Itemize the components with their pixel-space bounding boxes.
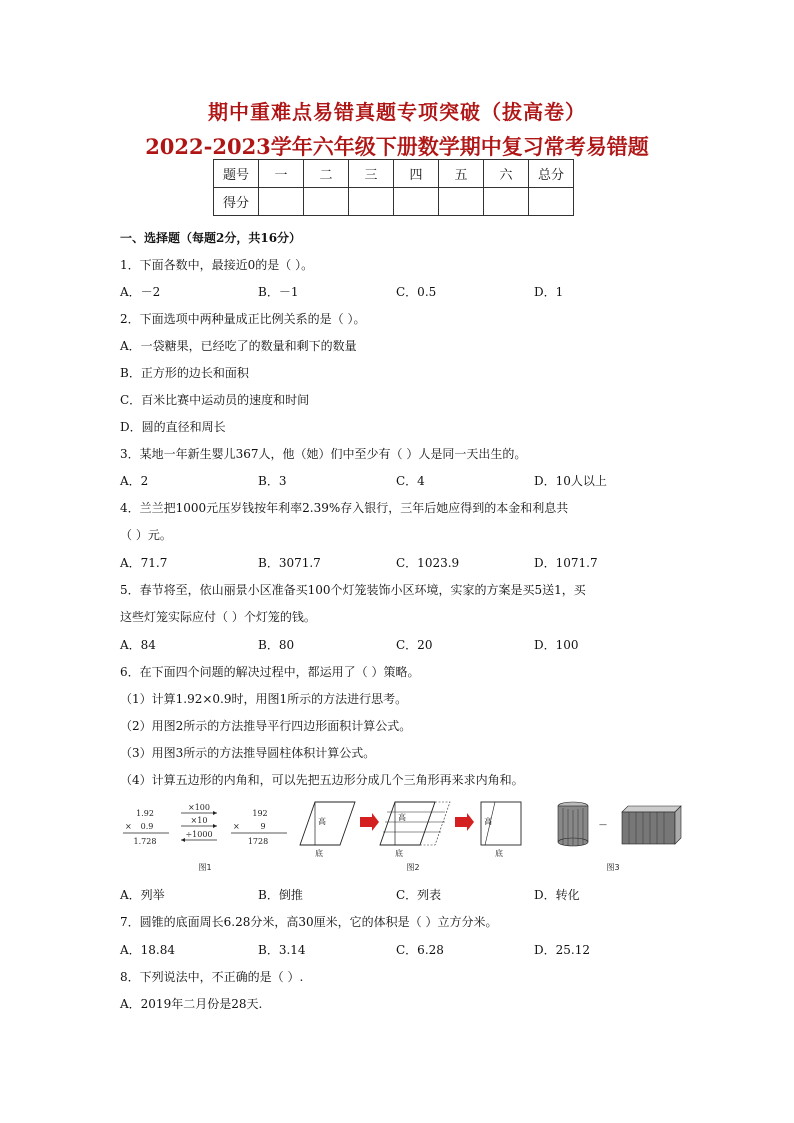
- figures-svg: [115, 800, 695, 875]
- question-2-option-a[interactable]: A．一袋糖果，已经吃了的数量和剩下的数量: [120, 339, 357, 353]
- question-2-stem: 2．下面选项中两种量成正比例关系的是（ ）。: [120, 312, 366, 326]
- header-cell: 四: [394, 160, 439, 188]
- fig1-mul10: ×10: [190, 816, 208, 825]
- red-arrow-icon: [360, 813, 379, 831]
- question-6-stem: 6．在下面四个问题的解决过程中，都运用了（ ）策略。: [120, 665, 420, 679]
- question-5-options: [120, 636, 720, 654]
- question-6-sub-4: （4）计算五边形的内角和，可以先把五边形分成几个三角形再来求内角和。: [120, 773, 524, 787]
- fig1-caption: 图1: [198, 863, 212, 872]
- score-cell[interactable]: [394, 188, 439, 216]
- option-c[interactable]: C．1023.9: [396, 556, 460, 570]
- question-2-option-b[interactable]: B．正方形的边长和面积: [120, 366, 249, 380]
- question-6-options: [120, 886, 720, 904]
- fig1-mul100: ×100: [188, 803, 210, 812]
- figure-1: [123, 803, 287, 872]
- question-4-stem-cont: （ ）元。: [120, 528, 172, 542]
- fig2-parallelogram-cut: [380, 802, 435, 845]
- option-b[interactable]: B．3.14: [258, 943, 306, 957]
- option-d[interactable]: D．25.12: [534, 943, 590, 957]
- question-6-sub-2: （2）用图2所示的方法推导平行四边形面积计算公式。: [120, 719, 412, 733]
- question-5-stem: 5．春节将至，依山丽景小区准备买100个灯笼装饰小区环境，实家的方案是买5送1，买: [120, 583, 586, 597]
- option-b[interactable]: B．－1: [258, 285, 299, 299]
- fig2-base-label-2: 底: [395, 849, 403, 858]
- cuboid-side: [675, 806, 681, 844]
- question-4-stem: 4．兰兰把1000元压岁钱按年利率2.39%存入银行，三年后她应得到的本金和利息共: [120, 501, 569, 515]
- score-cell[interactable]: [259, 188, 304, 216]
- option-a[interactable]: A．列举: [120, 888, 165, 902]
- fig1-times-sign-2: ×: [233, 822, 240, 831]
- option-a[interactable]: A．71.7: [120, 556, 168, 570]
- fig1-arrowhead-2: [213, 824, 217, 828]
- fig1-factor-a: 1.92: [136, 809, 154, 818]
- score-cell[interactable]: [304, 188, 349, 216]
- question-2-option-d[interactable]: D．圆的直径和周长: [120, 420, 226, 434]
- question-7-options: [120, 941, 720, 959]
- question-4-options: [120, 554, 720, 572]
- header-cell: 三: [349, 160, 394, 188]
- option-a[interactable]: A．2: [120, 474, 149, 488]
- figure-3: [558, 802, 681, 872]
- option-a[interactable]: A．84: [120, 638, 156, 652]
- question-6-sub-1: （1）计算1.92×0.9时，用图1所示的方法进行思考。: [120, 692, 408, 706]
- option-c[interactable]: C．列表: [396, 888, 442, 902]
- page-title: 期中重难点易错真题专项突破（拔高卷）: [208, 100, 586, 124]
- option-d[interactable]: D．转化: [534, 888, 580, 902]
- question-6-figures: [115, 800, 695, 875]
- score-table: [213, 159, 574, 216]
- fig3-caption: 图3: [606, 863, 620, 872]
- header-cell: 五: [439, 160, 484, 188]
- page-subtitle: 2022-2023学年六年级下册数学期中复习常考易错题: [145, 134, 649, 159]
- option-a[interactable]: A．－2: [120, 285, 161, 299]
- fig1-arrowhead-1: [213, 811, 217, 815]
- fig2-height-label-3: 高: [484, 817, 492, 826]
- option-a[interactable]: A．18.84: [120, 943, 176, 957]
- fig1-factor-a2: 192: [252, 809, 268, 818]
- option-c[interactable]: C．6.28: [396, 943, 444, 957]
- question-2-option-c[interactable]: C．百米比赛中运动员的速度和时间: [120, 393, 310, 407]
- question-3-options: [120, 472, 720, 490]
- score-row-label: 得分: [214, 188, 259, 216]
- cuboid-front: [622, 812, 675, 844]
- option-d[interactable]: D．1071.7: [534, 556, 598, 570]
- fig1-div1000: ÷1000: [185, 830, 213, 839]
- fig3-dash: —: [599, 820, 607, 829]
- header-cell: 题号: [214, 160, 259, 188]
- question-1-options: [120, 283, 720, 301]
- fig2-base-label: 底: [315, 849, 323, 858]
- section-heading: 一、选择题（每题2分，共16分）: [120, 231, 302, 245]
- fig1-factor-b: 0.9: [140, 822, 154, 831]
- option-b[interactable]: B．80: [258, 638, 295, 652]
- fig1-result2: 1728: [247, 837, 269, 846]
- fig1-result: 1.728: [133, 837, 157, 846]
- cuboid-top: [622, 806, 681, 812]
- question-1-stem: 1．下面各数中，最接近0的是（ ）。: [120, 258, 314, 272]
- fig2-caption: 图2: [406, 863, 420, 872]
- score-table-score-row: [214, 188, 574, 216]
- question-8-option-a[interactable]: A．2019年二月份是28天.: [120, 997, 263, 1011]
- header-cell: 六: [484, 160, 529, 188]
- score-cell[interactable]: [529, 188, 574, 216]
- option-b[interactable]: B．3071.7: [258, 556, 321, 570]
- option-d[interactable]: D．1: [534, 285, 564, 299]
- score-table-header-row: [214, 160, 574, 188]
- figure-2: [300, 802, 521, 872]
- fig2-height-label: 高: [318, 817, 326, 826]
- option-b[interactable]: B．3: [258, 474, 287, 488]
- score-cell[interactable]: [439, 188, 484, 216]
- fig2-parallelogram: [300, 802, 355, 845]
- header-cell: 一: [259, 160, 304, 188]
- question-7-stem: 7．圆锥的底面周长6.28分米，高30厘米，它的体积是（ ）立方分米。: [120, 915, 498, 929]
- score-cell[interactable]: [349, 188, 394, 216]
- fig2-base-label-3: 底: [495, 849, 503, 858]
- option-d[interactable]: D．10人以上: [534, 474, 607, 488]
- question-5-stem-cont: 这些灯笼实际应付（ ）个灯笼的钱。: [120, 610, 316, 624]
- red-arrow-icon: [455, 813, 474, 831]
- header-cell: 总分: [529, 160, 574, 188]
- question-3-stem: 3．某地一年新生婴儿367人，他（她）们中至少有（ ）人是同一天出生的。: [120, 447, 527, 461]
- header-cell: 二: [304, 160, 349, 188]
- option-c[interactable]: C．20: [396, 638, 433, 652]
- fig1-times-sign: ×: [125, 822, 132, 831]
- option-d[interactable]: D．100: [534, 638, 579, 652]
- fig2-moved-triangle: [420, 802, 450, 845]
- fig1-arrowhead-3: [181, 838, 185, 842]
- score-cell[interactable]: [484, 188, 529, 216]
- fig2-height-label-2: 高: [398, 813, 406, 822]
- option-b[interactable]: B．倒推: [258, 888, 303, 902]
- option-c[interactable]: C．0.5: [396, 285, 437, 299]
- question-6-sub-3: （3）用图3所示的方法推导圆柱体积计算公式。: [120, 746, 376, 760]
- fig1-factor-b2: 9: [260, 822, 266, 831]
- question-8-stem: 8．下列说法中，不正确的是（ ）.: [120, 970, 304, 984]
- option-c[interactable]: C．4: [396, 474, 425, 488]
